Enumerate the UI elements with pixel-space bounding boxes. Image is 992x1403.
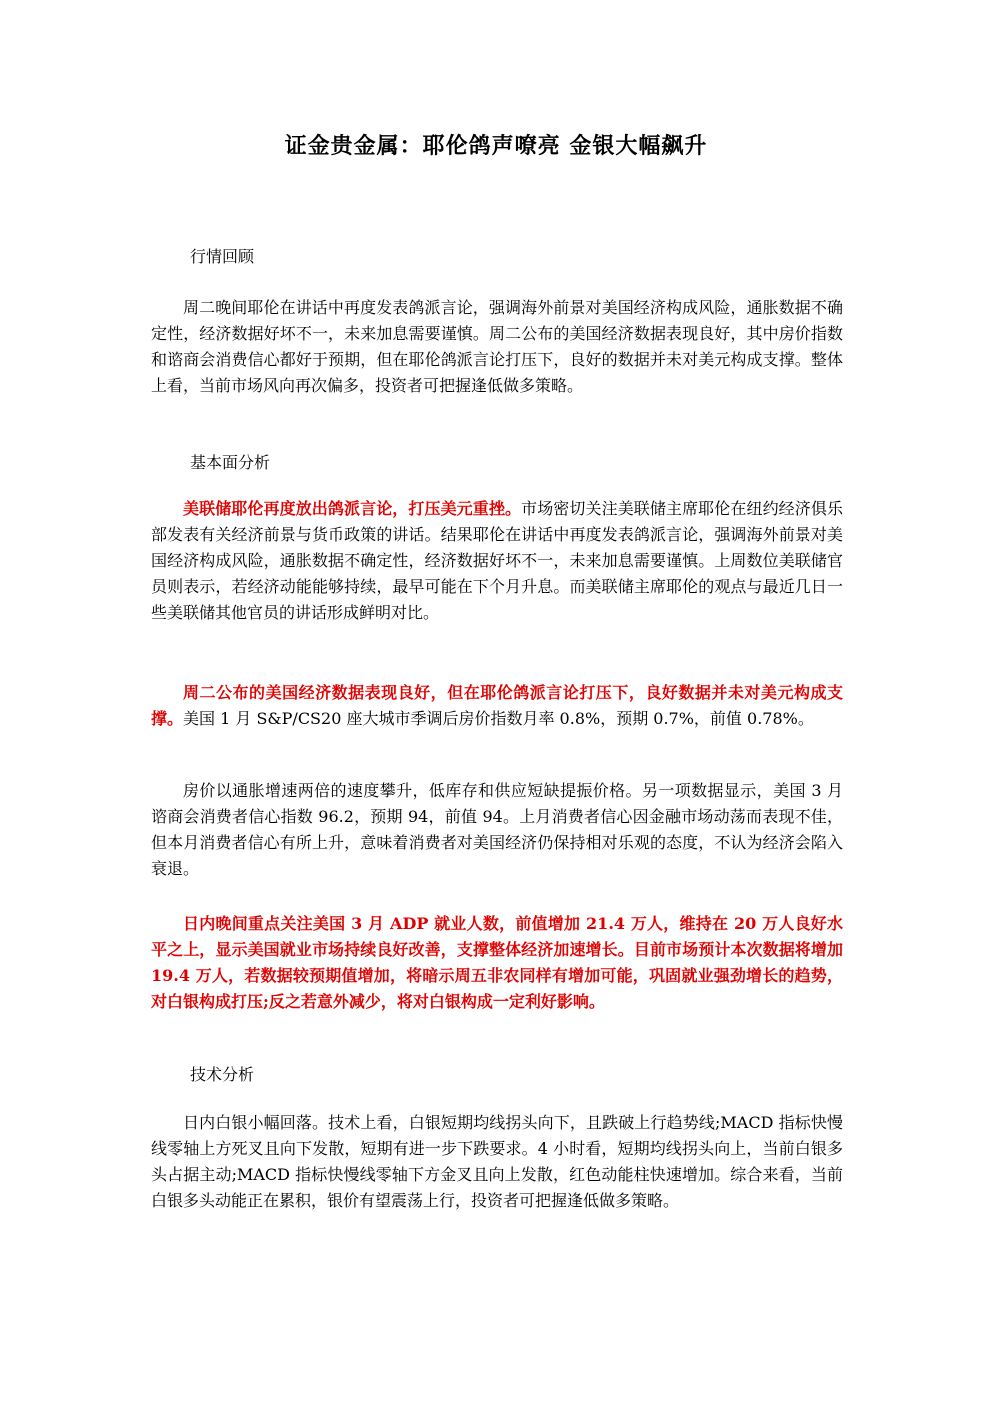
- paragraph-technical-analysis: [151, 1110, 843, 1214]
- paragraph-market-review: [151, 295, 843, 399]
- paragraph-fed-yellen: [151, 496, 843, 626]
- document-title: 证金贵金属：耶伦鸽声嘹亮 金银大幅飙升: [284, 133, 708, 159]
- paragraph-highlight: 日内晚间重点关注美国 3 月 ADP 就业人数，前值增加 21.4 万人，维持在 20 万人良好水平之上，显示美国就业市场持续良好改善，支撑整体经济加速增长。目前市场预计本次数据将增加 19.4 万人，若数据较预期值增加，将暗示周五非农同样有增加可能，巩固就业强劲增长的趋势，对白银构成打压;反之若意外减少，将对白银构成一定利好影响。: [151, 914, 843, 1011]
- section-heading-market-review: 行情回顾: [190, 247, 255, 266]
- paragraph-us-data: [151, 680, 843, 732]
- section-heading-fundamentals: 基本面分析: [190, 453, 271, 472]
- paragraph-highlight: 周二公布的美国经济数据表现良好，但在耶伦鸽派言论打压下，良好数据并未对美元构成支撑。: [151, 683, 843, 728]
- paragraph-highlight: 美联储耶伦再度放出鸽派言论，打压美元重挫。: [183, 499, 522, 518]
- paragraph-text: 日内白银小幅回落。技术上看，白银短期均线拐头向下，且跌破上行趋势线;MACD 指标快慢线零轴上方死叉且向下发散，短期有进一步下跌要求。4 小时看，短期均线拐头向上，当前白银多头占据主动;MACD 指标快慢线零轴下方金叉且向上发散，红色动能柱快速增加。综合来看，当前白银多头动能正在累积，银价有望震荡上行，投资者可把握逢低做多策略。: [151, 1113, 843, 1210]
- section-heading-technical: 技术分析: [190, 1065, 255, 1084]
- paragraph-text: 市场密切关注美联储主席耶伦在纽约经济俱乐部发表有关经济前景与货币政策的讲话。结果耶伦在讲话中再度发表鸽派言论，强调海外前景对美国经济构成风险，通胀数据不确定性，经济数据好坏不一，未来加息需要谨慎。上周数位美联储官员则表示，若经济动能能够持续，最早可能在下个月升息。而美联储主席耶伦的观点与最近几日一些美联储其他官员的讲话形成鲜明对比。: [151, 499, 843, 622]
- paragraph-text: 美国 1 月 S&P/CS20 座大城市季调后房价指数月率 0.8%，预期 0.7%，前值 0.78%。: [183, 709, 814, 728]
- paragraph-housing-confidence: [151, 778, 843, 882]
- paragraph-adp-outlook: [151, 911, 843, 1015]
- paragraph-text: 房价以通胀增速两倍的速度攀升，低库存和供应短缺提振价格。另一项数据显示，美国 3 月谘商会消费者信心指数 96.2，预期 94，前值 94。上月消费者信心因金融市场动荡而表现不佳，但本月消费者信心有所上升，意味着消费者对美国经济仍保持相对乐观的态度，不认为经济会陷入衰退。: [151, 781, 843, 878]
- paragraph-text: 周二晚间耶伦在讲话中再度发表鸽派言论，强调海外前景对美国经济构成风险，通胀数据不确定性，经济数据好坏不一，未来加息需要谨慎。周二公布的美国经济数据表现良好，其中房价指数和谘商会消费信心都好于预期，但在耶伦鸽派言论打压下，良好的数据并未对美元构成支撑。整体上看，当前市场风向再次偏多，投资者可把握逢低做多策略。: [151, 298, 843, 395]
